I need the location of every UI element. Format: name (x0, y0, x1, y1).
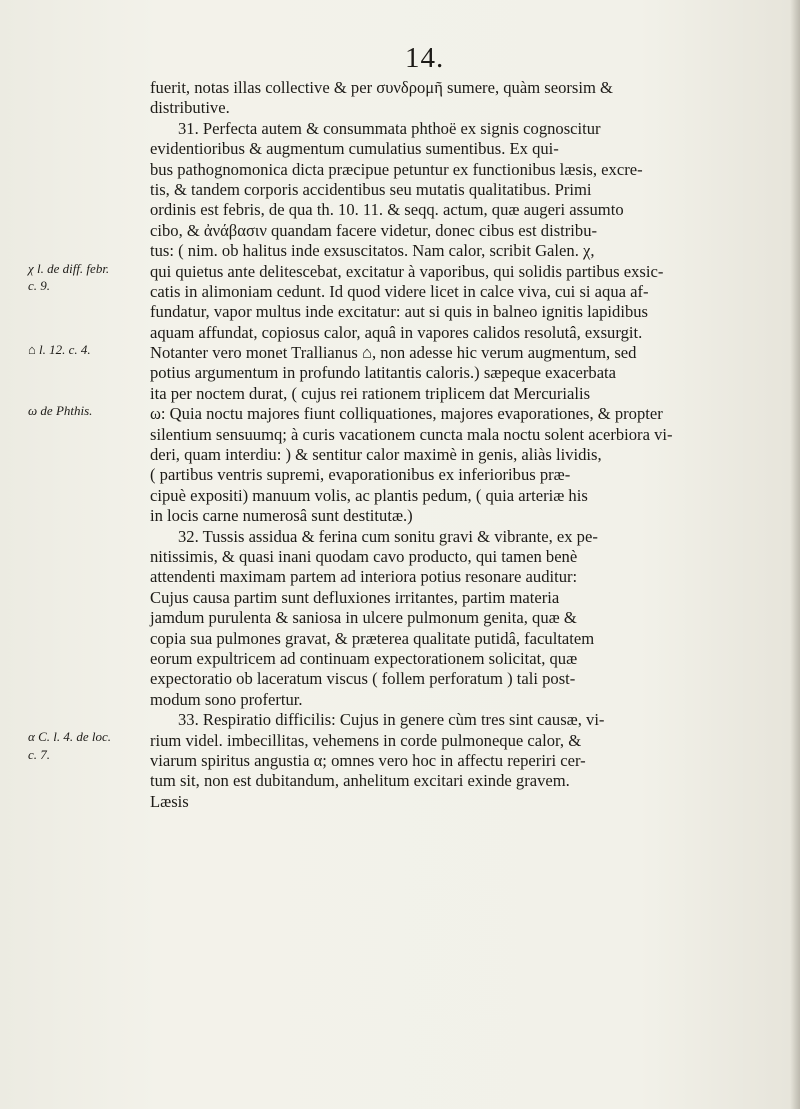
text-line: cipuè expositi) manuum volis, ac plantis pedum, ( quia arteriæ his (150, 485, 588, 505)
text-line: Cujus causa partim sunt defluxiones irritantes, partim materia (150, 587, 560, 607)
text-line: Læsis (150, 791, 189, 811)
text-line: ω: Quia noctu majores fiunt colliquationes, majores evaporationes, & propter (150, 404, 663, 424)
text-line: tus: ( nim. ob halitus inde exsuscitatos. Nam calor, scribit Galen. χ, (150, 241, 595, 261)
body-text (150, 78, 770, 812)
text-line: bus pathognomonica dicta præcipue petuntur ex functionibus læsis, excre- (150, 159, 643, 179)
text-line: 32. Tussis assidua & ferina cum sonitu gravi & vibrante, ex pe- (178, 526, 598, 546)
text-line: fuerit, notas illas collective & per συνδρομῆ sumere, quàm seorsim & (150, 78, 613, 97)
text-line: cibo, & ἀνάβασιν quandam facere videtur, donec cibus est distribu- (150, 220, 598, 240)
margin-note: α C. l. 4. de loc. (28, 729, 112, 744)
text-line: copia sua pulmones gravat, & præterea qualitate putidâ, facultatem (150, 628, 595, 648)
margin-note: ⌂ l. 12. c. 4. (28, 342, 91, 357)
margin-note: c. 9. (28, 278, 51, 293)
text-line: 33. Respiratio difficilis: Cujus in genere cùm tres sint causæ, vi- (178, 710, 605, 730)
text-line: qui quietus ante delitescebat, excitatur à vaporibus, qui solidis partibus exsic- (150, 261, 664, 281)
text-line: modum sono profertur. (150, 689, 303, 709)
text-line: jamdum purulenta & saniosa in ulcere pulmonum genita, quæ & (150, 608, 577, 628)
text-line: evidentioribus & augmentum cumulatius sumentibus. Ex qui- (150, 139, 559, 159)
text-line: ( partibus ventris supremi, evaporationibus ex inferioribus præ- (150, 465, 571, 485)
text-line: tum sit, non est dubitandum, anhelitum excitari exinde gravem. (150, 771, 570, 791)
margin-note: χ l. de diff. febr. (28, 261, 110, 276)
page-number: 14. (405, 42, 445, 74)
text-line: viarum spiritus angustia α; omnes vero hoc in affectu reperiri cer- (150, 750, 586, 770)
page-edge-shadow (790, 0, 800, 1109)
text-line: 31. Perfecta autem & consummata phthoë ex signis cognoscitur (178, 118, 601, 138)
text-line: silentium sensuumq; à curis vacationem cuncta mala noctu solent acerbiora vi- (150, 424, 673, 444)
text-line: distributive. (150, 98, 230, 118)
text-line: rium videl. imbecillitas, vehemens in corde pulmoneque calor, & (150, 730, 582, 750)
text-line: deri, quam interdiu: ) & sentitur calor maximè in genis, aliàs lividis, (150, 445, 602, 465)
text-line: catis in alimoniam cedunt. Id quod videre licet in calce viva, cui si aqua af- (150, 281, 649, 301)
text-line: ita per noctem durat, ( cujus rei rationem triplicem dat Mercurialis (150, 383, 591, 403)
text-line: nitissimis, & quasi inani quodam cavo producto, qui tamen benè (150, 546, 578, 566)
text-line: in locis carne numerosâ sunt destitutæ.) (150, 506, 413, 526)
text-line: potius argumentum in profundo latitantis caloris.) sæpeque exacerbata (150, 363, 617, 383)
text-line: expectoratio ob laceratum viscus ( follem perforatum ) tali post- (150, 669, 576, 689)
text-line: tis, & tandem corporis accidentibus seu mutatis qualitatibus. Primi (150, 179, 592, 199)
text-line: eorum expultricem ad continuam expectorationem solicitat, quæ (150, 648, 578, 668)
margin-note: c. 7. (28, 747, 51, 762)
text-line: aquam affundat, copiosus calor, aquâ in vapores calidos resolutâ, exsurgit. (150, 322, 643, 342)
text-line: attendenti maximam partem ad interiora potius resonare auditur: (150, 567, 578, 587)
text-line: ordinis est febris, de qua th. 10. 11. & seqq. actum, quæ augeri assumto (150, 200, 624, 220)
text-line: Notanter vero monet Trallianus ⌂, non adesse hic verum augmentum, sed (150, 343, 637, 363)
text-line: fundatur, vapor multus inde excitatur: aut si quis in balneo ignitis lapidibus (150, 302, 648, 322)
margin-note: ω de Phthis. (28, 403, 93, 418)
